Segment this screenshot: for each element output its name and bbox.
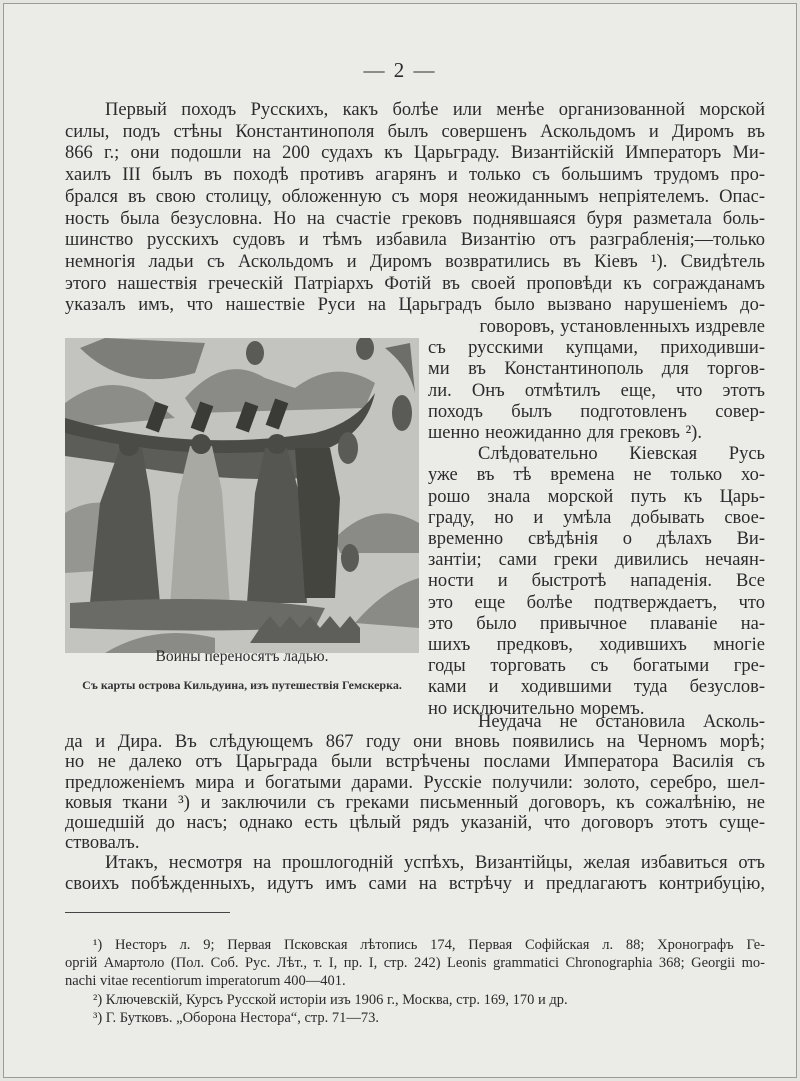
text-line: ность была безусловна. Но на счастіе грековъ поднявшаяся буря разметала боль- (65, 208, 765, 229)
text-line: брался въ свою столицу, обложенную съ моря неожиданнымъ непріятелемъ. Опас- (65, 186, 765, 207)
footnote-line: ²) Ключевскій, Курсъ Русской исторіи изъ 1906 г., Москва, стр. 169, 170 и др. (93, 991, 568, 1008)
text-line: но не далеко отъ Царьграда были встрѣчены послами Императора Василія съ (65, 752, 765, 773)
text-line: временно свѣдѣнія о дѣлахъ Ви- (428, 529, 765, 549)
text-line: ли. Онъ отмѣтилъ еще, что этотъ (428, 380, 765, 401)
page-number: — 2 — (363, 58, 437, 82)
footnote-line: ³) Г. Бутковъ. „Оборона Нестора“, стр. 71—73. (93, 1009, 380, 1026)
text-line: годы торговать съ богатыми гре- (428, 656, 765, 677)
text-line: своихъ побѣжденныхъ, идутъ имъ сами на встрѣчу и предлагаютъ контрибуцію, (65, 873, 765, 894)
text-line: уже въ тѣ времена не только хо- (428, 465, 765, 486)
text-line: этого нашествія греческій Патріархъ Фотій въ своей проповѣди къ согражданамъ (65, 273, 765, 294)
footnote-line: оргій Амартоло (Пол. Соб. Рус. Лѣт., т. I, пр. I, стр. 242) Leonis grammatici Chronographia 368; Georgii mo- (65, 955, 765, 972)
text-line: граду, но и умѣла добывать свое- (428, 507, 765, 528)
text-line: ковыя ткани ³) и заключили съ греками письменный договоръ, къ сожалѣнію, не (65, 792, 765, 813)
text-line: дошедшій до насъ; однако есть цѣлый рядъ указаній, что договоръ этотъ суще- (65, 813, 765, 833)
footnote-divider (65, 912, 230, 913)
text-line: ками и ходившими туда безуслов- (428, 677, 765, 698)
footnote-line: nachi vitae recentiorum imperatorum 400—401. (65, 973, 346, 990)
text-line: 866 г.; они подошли на 200 судахъ къ Царьграду. Византійскій Императоръ Ми- (65, 143, 765, 164)
text-line: шенно неожиданно для грековъ ²). (428, 423, 702, 443)
text-line: Слѣдовательно Кіевская Русь (478, 444, 765, 465)
text-line: рошо знала морской путь къ Царь- (428, 486, 765, 507)
text-line: Неудача не остановила Асколь- (478, 712, 765, 732)
text-line: съ русскими купцами, приходивши- (428, 338, 765, 359)
figure-caption: Воины переносятъ ладью. (155, 648, 329, 665)
figure-source: Съ карты острова Кильдуина, изъ путешествія Гемскерка. (82, 678, 402, 692)
text-line: Итакъ, несмотря на прошлогодній успѣхъ, Византійцы, желая избавиться отъ (105, 853, 765, 874)
text-line: шинство русскихъ судовъ и тѣмъ избавила Византію отъ разграбленія;—только (65, 230, 765, 251)
text-line: силы, подъ стѣны Константинополя былъ совершенъ Аскольдомъ и Диромъ въ (65, 121, 765, 142)
text-line: немногія ладьи съ Аскольдомъ и Диромъ возвратились въ Кіевъ ¹). Свидѣтель (65, 251, 765, 272)
text-line: ми въ Константинополь для торгов- (428, 359, 765, 380)
text-line: указалъ имъ, что нашествіе Руси на Царьградъ было вызвано нарушеніемъ до- (65, 295, 765, 316)
text-line: говоровъ, установленныхъ издревле (479, 317, 765, 337)
text-line: зантіи; сами греки дивились нечаян- (428, 550, 765, 571)
text-line: это было привычное плаваніе на- (428, 613, 765, 634)
text-line: походъ былъ подготовленъ совер- (428, 401, 765, 422)
text-line: да и Дира. Въ слѣдующемъ 867 году они вновь появились на Черномъ морѣ; (65, 732, 765, 753)
text-line: ствовалъ. (65, 833, 140, 854)
text-line: шихъ предковъ, ходившихъ многіе (428, 635, 765, 655)
text-line: это еще болѣе подтверждаетъ, что (428, 592, 765, 613)
text-line: хаилъ III былъ въ походѣ противъ агарянъ и только съ большимъ трудомъ про- (65, 165, 765, 186)
footnote-line: ¹) Несторъ л. 9; Первая Псковская лѣтопись 174, Первая Софійская л. 88; Хронографъ Ге- (93, 937, 765, 953)
text-line: предложеніемъ мира и богатыми дарами. Русскіе получили: золото, серебро, шел- (65, 772, 765, 793)
text-line: но исключительно моремъ. (428, 698, 645, 719)
illustration-warriors-carrying-boat (65, 338, 419, 653)
text-line: Первый походъ Русскихъ, какъ болѣе или менѣе организованной морской (105, 100, 765, 120)
text-line: ности и быстротѣ нападенія. Все (428, 571, 765, 592)
